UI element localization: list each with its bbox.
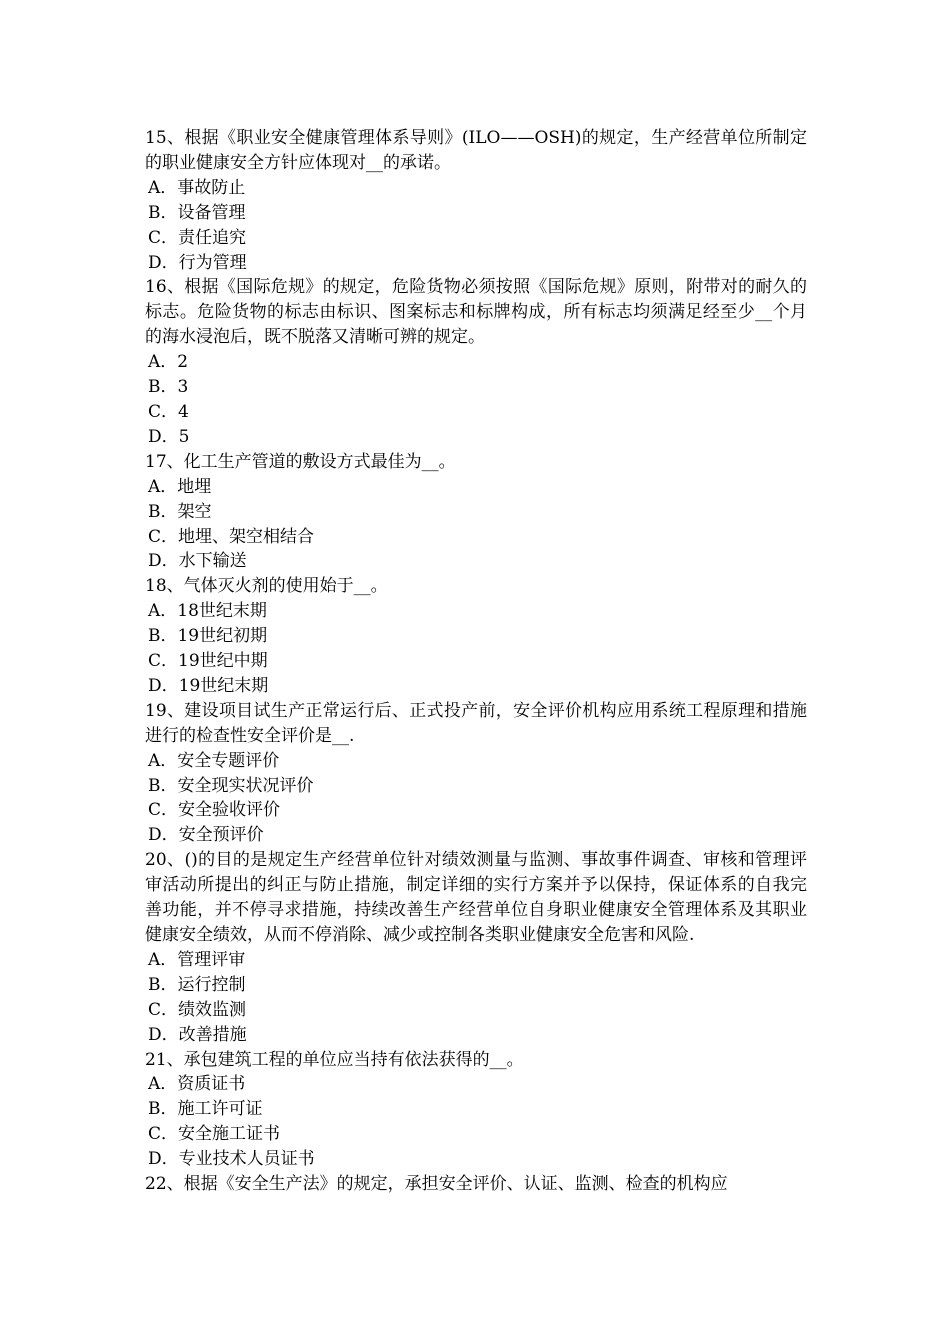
option-c: C．责任追究 — [148, 227, 247, 248]
option-a: A．管理评审 — [148, 949, 246, 970]
option-c: C．4 — [148, 401, 189, 422]
question-16 — [145, 275, 807, 449]
option-d: D．5 — [148, 426, 190, 447]
question-19 — [145, 699, 807, 848]
option-b: B．19世纪初期 — [148, 626, 268, 647]
option-d: D．安全预评价 — [148, 825, 264, 846]
question-text: 22、根据《安全生产法》的规定，承担安全评价、认证、监测、检查的机构应 — [145, 1174, 728, 1195]
option-b: B．安全现实状况评价 — [148, 775, 314, 796]
option-b: B．3 — [148, 377, 189, 398]
option-b: B．设备管理 — [148, 202, 246, 223]
question-text: 17、化工生产管道的敷设方式最佳为__。 — [145, 451, 456, 472]
option-b: B．架空 — [148, 501, 212, 522]
option-c: C．安全施工证书 — [148, 1124, 281, 1145]
option-a: A．地埋 — [148, 476, 212, 497]
question-text: 20、()的目的是规定生产经营单位针对绩效测量与监测、事故事件调查、审核和管理评审活动所提出的纠正与防止措施，制定详细的实行方案并予以保持，保证体系的自我完善功能，并不停寻求措施，持续改善生产经营单位自身职业健康安全管理体系及其职业健康安全绩效，从而不停消除、减少或控制各类职业健康安全危害和风险. — [145, 850, 807, 945]
question-21 — [145, 1048, 807, 1173]
option-c: C．绩效监测 — [148, 999, 247, 1020]
question-18 — [145, 574, 807, 699]
option-d: D．19世纪末期 — [148, 675, 269, 696]
question-17 — [145, 450, 807, 575]
option-a: A．资质证书 — [148, 1074, 246, 1095]
question-text: 16、根据《国际危规》的规定，危险货物必须按照《国际危规》原则，附带对的耐久的标志。危险货物的标志由标识、图案标志和标牌构成，所有标志均须满足经至少__个月的海水浸泡后，既不脱落又清晰可辨的规定。 — [145, 277, 807, 348]
option-c: C．19世纪中期 — [148, 651, 268, 672]
option-d: D．改善措施 — [148, 1024, 247, 1045]
option-a: A．2 — [148, 352, 189, 373]
option-d: D．专业技术人员证书 — [148, 1149, 315, 1170]
option-b: B．运行控制 — [148, 974, 246, 995]
question-list — [145, 126, 807, 1197]
option-c: C．安全验收评价 — [148, 800, 281, 821]
option-a: A．事故防止 — [148, 177, 246, 198]
option-a: A．安全专题评价 — [148, 750, 280, 771]
question-22 — [145, 1172, 807, 1197]
question-15 — [145, 126, 807, 275]
option-d: D．行为管理 — [148, 252, 247, 273]
question-20 — [145, 848, 807, 1047]
question-text: 18、气体灭火剂的使用始于__。 — [145, 576, 388, 597]
question-text: 19、建设项目试生产正常运行后、正式投产前，安全评价机构应用系统工程原理和措施进行的检查性安全评价是__. — [145, 700, 807, 746]
question-text: 21、承包建筑工程的单位应当持有依法获得的__。 — [145, 1049, 524, 1070]
option-a: A．18世纪末期 — [148, 601, 267, 622]
option-d: D．水下输送 — [148, 551, 247, 572]
option-c: C．地埋、架空相结合 — [148, 526, 315, 547]
option-b: B．施工许可证 — [148, 1099, 263, 1120]
question-text: 15、根据《职业安全健康管理体系导则》(ILO——OSH)的规定，生产经营单位所制定的职业健康安全方针应体现对__的承诺。 — [145, 128, 807, 173]
